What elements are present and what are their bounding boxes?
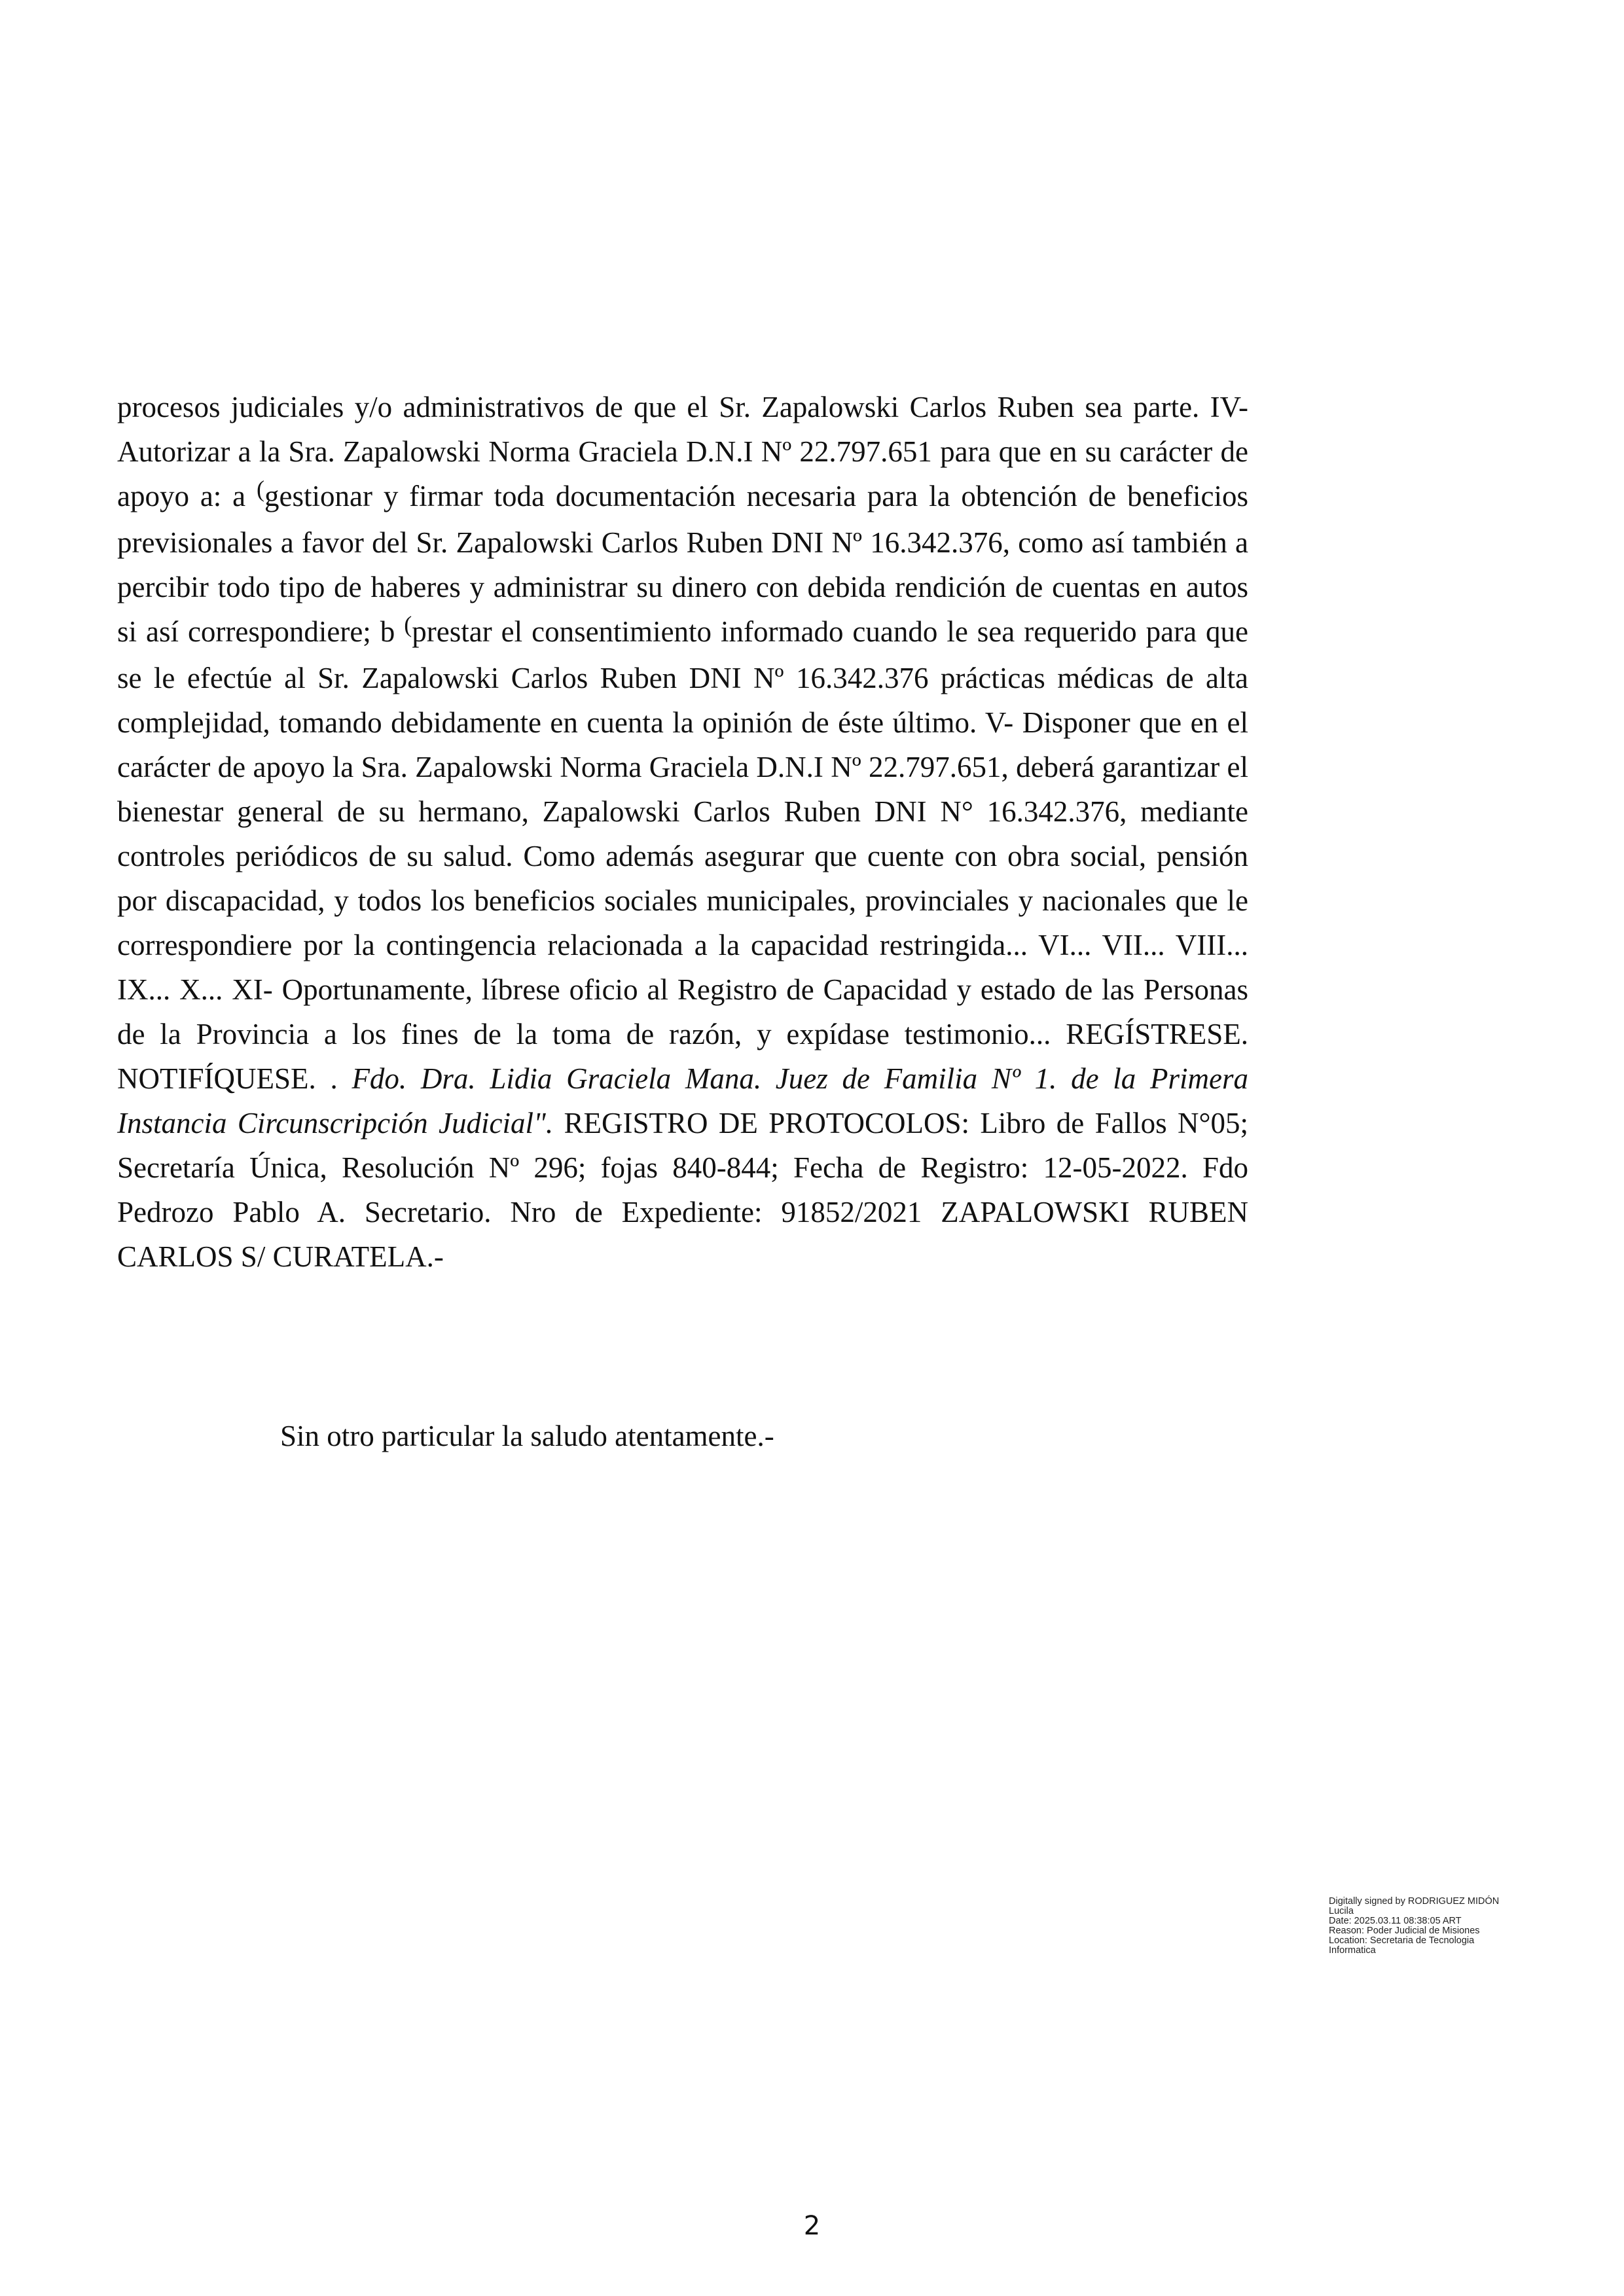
signature-line-1: Digitally signed by RODRIGUEZ MIDÓN <box>1329 1896 1500 1907</box>
digital-signature-stamp <box>1329 1897 1551 1956</box>
signature-line-2: Lucila <box>1329 1906 1354 1916</box>
body-text-part-2: gestionar y firmar toda documentación necesaria para la obtención de beneficios previsionales a favor del Sr. Zapalowski Carlos Ruben DNI Nº 16.342.376, como así también a percibir todo tipo de haberes y administrar su dinero con debida rendición de cuentas en autos si así correspondiere; b <box>117 480 1248 648</box>
closing-line: Sin otro particular la saludo atentamente.- <box>280 1420 774 1452</box>
body-text-part-3: prestar el consentimiento informado cuando le sea requerido para que se le efectúe al Sr. Zapalowski Carlos Ruben DNI Nº 16.342.376 prácticas médicas de alta complejidad, tomando debidamente en cuenta la opinión de éste último. V- Disponer que en el carácter de apoyo la Sra. Zapalowski Norma Graciela D.N.I Nº 22.797.651, deberá garantizar el bienestar general de su hermano, Zapalowski Carlos Ruben DNI N° 16.342.376, mediante controles periódicos de su salud. Como además asegurar que cuente con obra social, pensión por discapacidad, y todos los beneficios sociales municipales, provinciales y nacionales que le correspondiere por la contingencia relacionada a la capacidad restringida... VI... VII... VIII... IX... X... XI- Oportunamente, líbrese oficio al Registro de Capacidad y estado de las Personas de la Provincia a los fines de la toma de razón, y expídase testimonio... REGÍSTRESE. NOTIFÍQUESE. . <box>117 615 1248 1095</box>
paren-b: ( <box>404 611 412 637</box>
signature-line-6: Informatica <box>1329 1945 1376 1956</box>
signature-line-4: Reason: Poder Judicial de Misiones <box>1329 1926 1480 1936</box>
signature-line-5: Location: Secretaria de Tecnologia <box>1329 1935 1475 1946</box>
judge-signature-italic: Fdo. Dra. Lidia Graciela Mana. Juez de Familia Nº 1. de la Primera Instancia Circunscripción Judicial". <box>117 1062 1248 1139</box>
body-text-part-4: REGISTRO DE PROTOCOLOS: Libro de Fallos N°05; Secretaría Única, Resolución Nº 296; fojas 840-844; Fecha de Registro: 12-05-2022. Fdo Pedrozo Pablo A. Secretario. Nro de Expediente: 91852/2021 ZAPALOWSKI RUBEN CARLOS S/ CURATELA.- <box>117 1107 1249 1273</box>
body-paragraph <box>117 385 1248 1279</box>
body-text-part-1: procesos judiciales y/o administrativos de que el Sr. Zapalowski Carlos Ruben sea parte. IV- Autorizar a la Sra. Zapalowski Norma Graciela D.N.I Nº 22.797.651 para que en su carácter de apoyo a: a <box>117 391 1248 512</box>
signature-line-3: Date: 2025.03.11 08:38:05 ART <box>1329 1916 1462 1926</box>
page-number: 2 <box>803 2211 821 2241</box>
paren-a: ( <box>257 476 265 502</box>
